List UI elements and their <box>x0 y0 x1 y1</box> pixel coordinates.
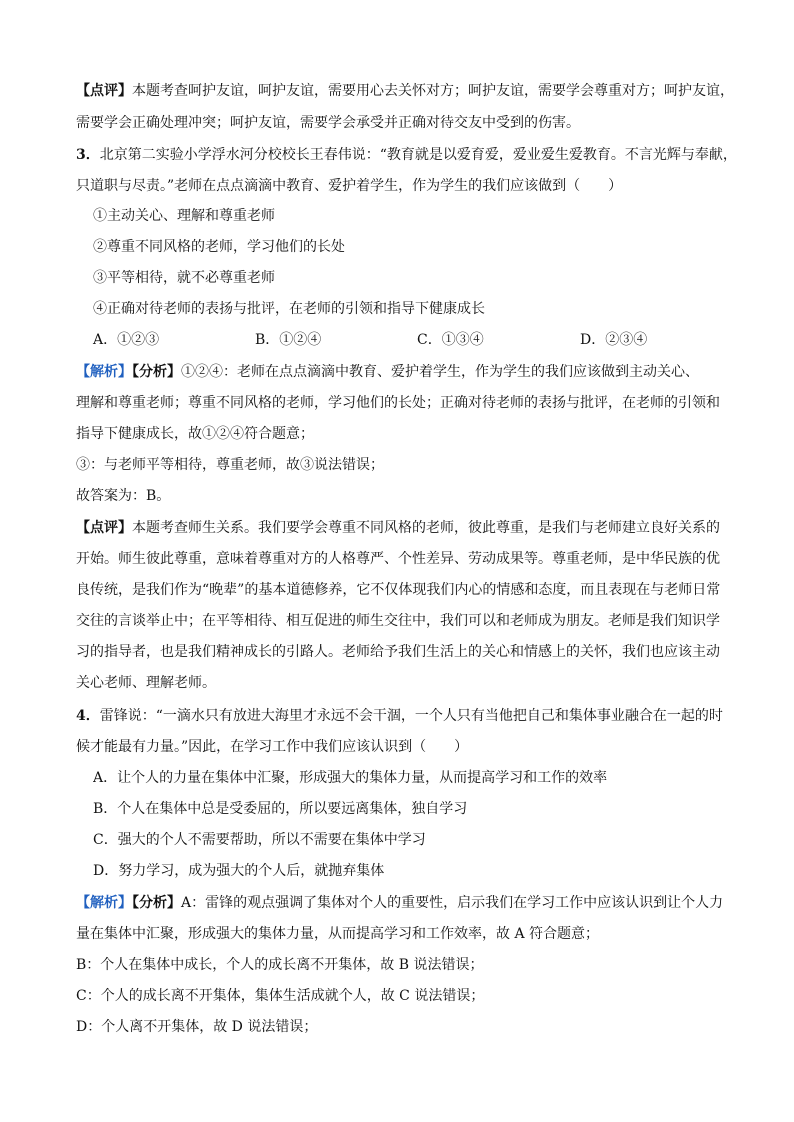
prev-comment-tag: 【点评】 <box>76 83 132 99</box>
q4-analysis-line-2: 量在集体中汇聚，形成强大的集体力量，从而提高学习和工作效率，故 A 符合题意； <box>76 926 600 942</box>
q3-answer: 故答案为：B。 <box>76 488 171 504</box>
q3-options <box>93 330 733 350</box>
q4-analysis-sub: 【分析】 <box>132 895 181 911</box>
prev-comment-line-2: 需要学会正确处理冲突；呵护友谊，需要学会承受并正确对待交友中受到的伤害。 <box>76 115 580 131</box>
q3-comment-line-1 <box>76 518 750 538</box>
q4-option-b: B．个人在集体中总是受委屈的，所以要远离集体，独自学习 <box>93 801 468 817</box>
q3-stem-line-2: 只道职与尽责。”老师在点点滴滴中教育、爱护着学生，作为学生的我们应该做到（ ） <box>76 178 623 194</box>
q4-stem-line-2: 候才能最有力量。”因此，在学习工作中我们应该认识到（ ） <box>76 739 469 755</box>
q3-analysis-line-2: 理解和尊重老师；尊重不同风格的老师，学习他们的长处；正确对待老师的表扬与批评，在老师的引领和 <box>76 395 720 411</box>
q3-analysis-line-4: ③：与老师平等相待，尊重老师，故③说法错误； <box>76 457 384 473</box>
q4-option-a: A．让个人的力量在集体中汇聚，形成强大的集体力量，从而提高学习和工作的效率 <box>93 770 608 786</box>
q4-number: 4． <box>76 708 100 724</box>
q3-stem-line-1 <box>76 145 750 165</box>
q3-comment-line-6: 关心老师、理解老师。 <box>76 675 216 691</box>
q3-comment-tag: 【点评】 <box>76 520 132 536</box>
q3-analysis-text-1: ①②④：老师在点点滴滴中教育、爱护着学生，作为学生的我们应该做到主动关心、 <box>181 364 699 380</box>
q3-option-b: B．①②④ <box>255 332 322 348</box>
q3-comment-line-2: 开始。师生彼此尊重，意味着尊重对方的人格尊严、个性差异、劳动成果等。尊重老师，是中华民族的优 <box>76 551 720 567</box>
q3-item-1: ①主动关心、理解和尊重老师 <box>93 208 275 224</box>
prev-comment-line-1 <box>76 81 750 101</box>
q3-item-4: ④正确对待老师的表扬与批评，在老师的引领和指导下健康成长 <box>93 301 485 317</box>
q3-item-2: ②尊重不同风格的老师，学习他们的长处 <box>93 239 345 255</box>
q3-analysis-line-3: 指导下健康成长，故①②④符合题意； <box>76 426 314 442</box>
q3-comment-line-4: 交往的言谈举止中；在平等相待、相互促进的师生交往中，我们可以和老师成为朋友。老师是我们知识学 <box>76 613 720 629</box>
q3-option-c: C．①③④ <box>417 332 484 348</box>
q3-analysis-tag: 【解析】 <box>76 364 132 380</box>
q4-stem-text-1: 雷锋说：“一滴水只有放进大海里才永远不会干涸，一个人只有当他把自己和集体事业融合在一起的时 <box>99 708 723 724</box>
q3-stem-text-1: 北京第二实验小学浮水河分校校长王春伟说：“教育就是以爱育爱，爱业爱生爱教育。不言光辉与奉献， <box>99 147 737 163</box>
q4-analysis-line-5: D：个人离不开集体，故 D 说法错误； <box>76 1019 318 1035</box>
q4-option-c: C．强大的个人不需要帮助，所以不需要在集体中学习 <box>93 832 426 848</box>
q3-number: 3． <box>76 147 100 163</box>
q4-stem-line-1 <box>76 706 750 726</box>
q4-analysis-tag: 【解析】 <box>76 895 132 911</box>
q3-option-d: D．②③④ <box>580 332 648 348</box>
q4-analysis-line-4: C：个人的成长离不开集体，集体生活成就个人，故 C 说法错误； <box>76 988 485 1004</box>
prev-comment-text-1: 本题考查呵护友谊，呵护友谊，需要用心去关怀对方；呵护友谊，需要学会尊重对方；呵护友谊， <box>132 83 734 99</box>
q3-option-a: A．①②③ <box>93 332 160 348</box>
q4-analysis-text-1: A：雷锋的观点强调了集体对个人的重要性，启示我们在学习工作中应该认识到让个人力 <box>181 895 724 911</box>
q3-comment-line-3: 良传统，是我们作为“晚辈”的基本道德修养，它不仅体现我们内心的情感和态度，而且表现在与老师日常 <box>76 582 721 598</box>
q3-analysis-sub: 【分析】 <box>132 364 181 380</box>
q3-comment-line-5: 习的指导者，也是我们精神成长的引路人。老师给予我们生活上的关心和情感上的关怀，我们也应该主动 <box>76 644 720 660</box>
q4-analysis-line-3: B：个人在集体中成长，个人的成长离不开集体，故 B 说法错误； <box>76 957 484 973</box>
q3-analysis-line-1 <box>76 362 750 382</box>
q3-item-3: ③平等相待，就不必尊重老师 <box>93 270 275 286</box>
q3-comment-text-1: 本题考查师生关系。我们要学会尊重不同风格的老师，彼此尊重，是我们与老师建立良好关系的 <box>132 520 720 536</box>
q4-option-d: D．努力学习，成为强大的个人后，就抛弃集体 <box>93 863 385 879</box>
q4-analysis-line-1 <box>76 893 750 913</box>
